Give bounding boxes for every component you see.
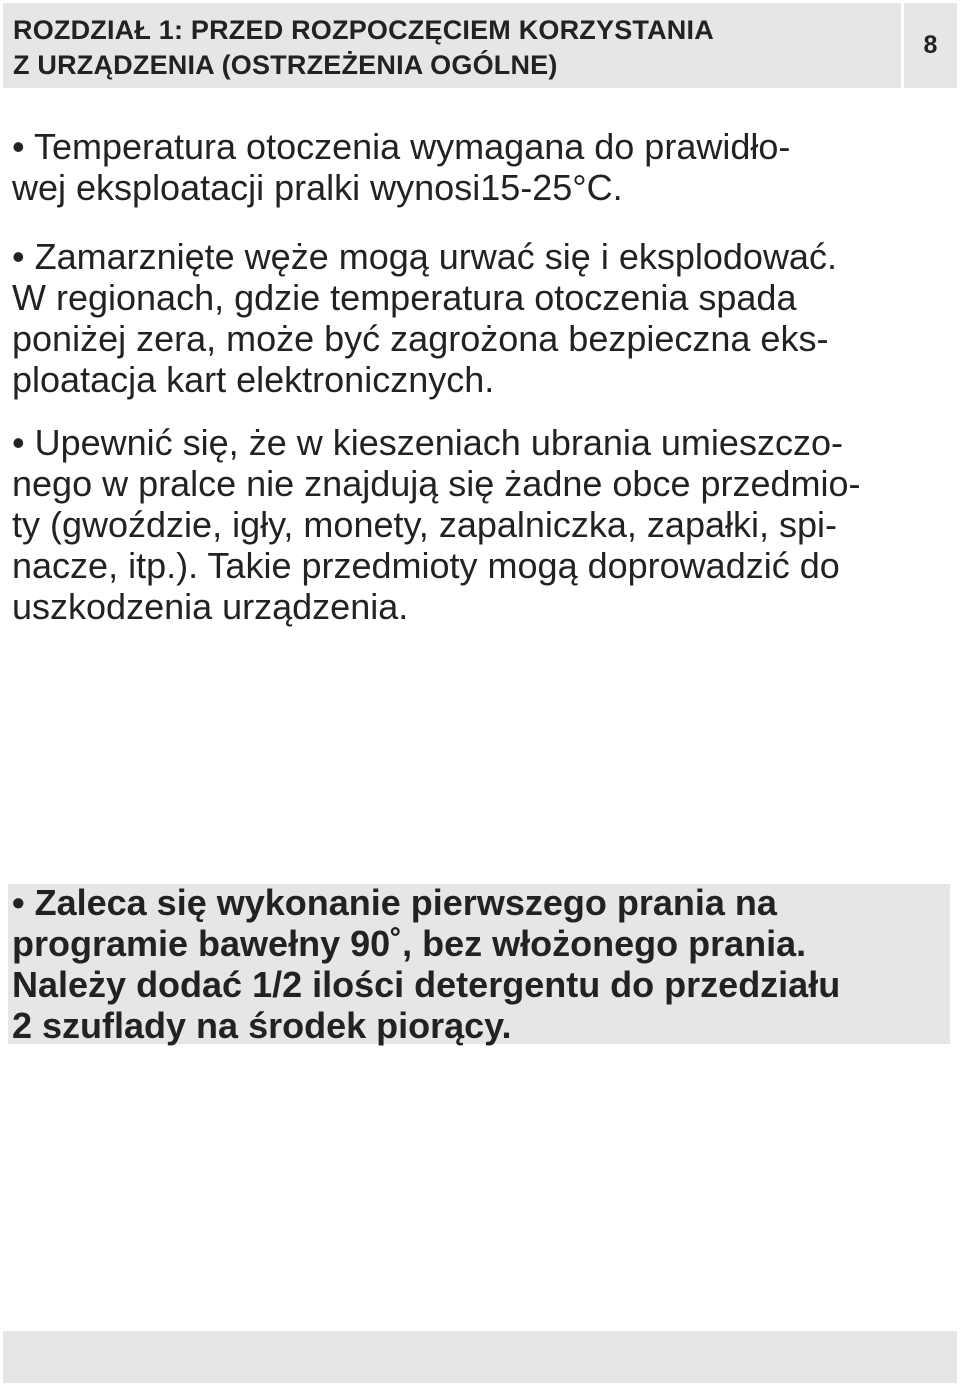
- page-number: 8: [923, 31, 938, 59]
- highlight-first-wash-note: [12, 882, 952, 1046]
- paragraph-pockets-check: [12, 422, 952, 627]
- paragraph-line: uszkodzenia urządzenia.: [12, 586, 409, 627]
- page-number-box: [904, 3, 957, 88]
- paragraph-line: • Zamarznięte węże mogą urwać się i eksplodować.: [12, 236, 837, 277]
- highlight-line: programie bawełny 90˚, bez włożonego prania.: [12, 923, 807, 964]
- paragraph-ambient-temperature: [12, 126, 952, 208]
- chapter-title-line-2: Z URZĄDZENIA (OSTRZEŻENIA OGÓLNE): [13, 50, 558, 80]
- chapter-title-line-1: ROZDZIAŁ 1: PRZED ROZPOCZĘCIEM KORZYSTANIA: [13, 15, 714, 45]
- paragraph-line: poniżej zera, może być zagrożona bezpieczna eks-: [12, 318, 829, 359]
- highlight-line: 2 szuflady na środek piorący.: [12, 1005, 512, 1046]
- paragraph-line: • Temperatura otoczenia wymagana do prawidło-: [12, 126, 791, 167]
- paragraph-line: W regionach, gdzie temperatura otoczenia spada: [12, 277, 797, 318]
- paragraph-line: nacze, itp.). Takie przedmioty mogą doprowadzić do: [12, 545, 840, 586]
- chapter-header: [3, 3, 901, 88]
- highlight-line: Należy dodać 1/2 ilości detergentu do przedziału: [12, 964, 841, 1005]
- highlight-line: • Zaleca się wykonanie pierwszego prania na: [12, 882, 777, 923]
- paragraph-frozen-hoses: [12, 236, 952, 400]
- paragraph-line: nego w pralce nie znajdują się żadne obce przedmio-: [12, 463, 861, 504]
- paragraph-line: • Upewnić się, że w kieszeniach ubrania umieszczo-: [12, 422, 843, 463]
- footer-bar: [3, 1331, 957, 1383]
- paragraph-line: ploatacja kart elektronicznych.: [12, 359, 495, 400]
- paragraph-line: ty (gwoździe, igły, monety, zapalniczka, zapałki, spi-: [12, 504, 837, 545]
- paragraph-line: wej eksploatacji pralki wynosi15-25°C.: [12, 167, 623, 208]
- chapter-title: [13, 13, 714, 83]
